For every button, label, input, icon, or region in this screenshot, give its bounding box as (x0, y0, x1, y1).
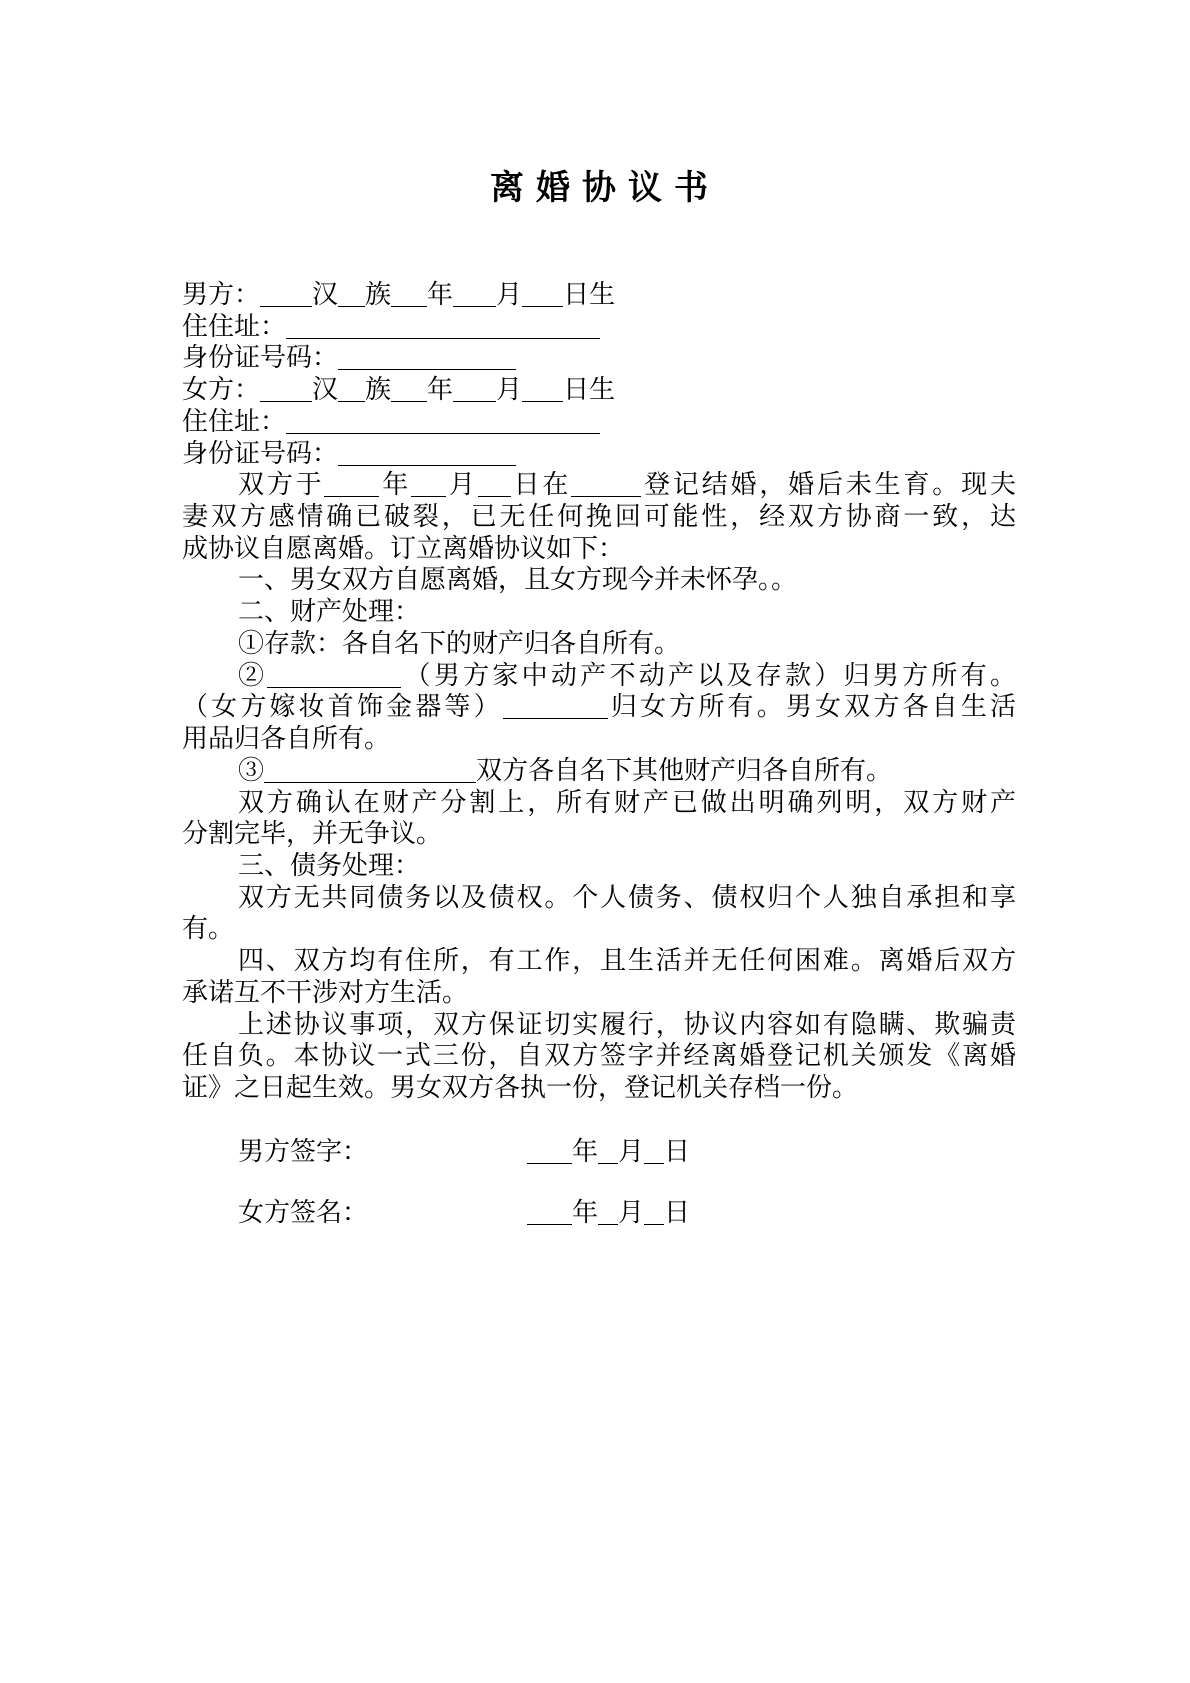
item-3-blank (264, 762, 476, 783)
female-address-line (182, 407, 1016, 439)
female-sign-year-label: 年 (572, 1198, 599, 1228)
male-address-blank (286, 318, 600, 339)
male-sign-year-blank (527, 1143, 572, 1164)
item-2-male-blank (267, 667, 401, 688)
female-signature-label: 女方签名： (238, 1198, 369, 1228)
male-birth-suffix: 日生 (563, 280, 616, 310)
clause-4-line-2: 承诺互不干涉对方生活。 (182, 977, 469, 1008)
female-sign-year-blank (527, 1204, 572, 1225)
male-month-label: 月 (496, 280, 523, 310)
male-signature-date (527, 1136, 690, 1168)
female-sign-month-blank (598, 1204, 618, 1225)
female-birth-suffix: 日生 (563, 375, 616, 406)
male-sign-year-label: 年 (572, 1137, 599, 1167)
male-ethnicity: 汉 (312, 280, 339, 310)
clause-2-item-2-line-1 (182, 661, 1016, 693)
marriage-year-blank (324, 476, 379, 497)
marriage-suffix: 登记结婚，婚后未生育。现夫 (641, 470, 1016, 501)
clause-3-line-2: 有。 (182, 914, 235, 945)
male-birth-year-blank (391, 286, 427, 307)
document-title: 离婚协议书 (490, 168, 720, 208)
male-birth-day-blank (522, 286, 563, 307)
female-sign-day-blank (644, 1204, 664, 1225)
marriage-year-label: 年 (379, 470, 412, 501)
item-2-female-suffix: 归女方所有。男女双方各自生活 (607, 692, 1016, 723)
marriage-place-blank (571, 476, 641, 497)
marriage-prefix: 双方于 (238, 470, 325, 501)
clause-2-confirm-line-2: 分割完毕，并无争议。 (182, 819, 443, 850)
marriage-day-label: 日在 (510, 470, 572, 501)
clause-4-line-1: 四、双方均有住所，有工作，且生活并无任何困难。离婚后双方 (238, 946, 1016, 977)
female-year-label: 年 (427, 375, 454, 406)
male-id-blank (338, 349, 516, 370)
female-info-line (182, 375, 1016, 407)
male-id-label: 身份证号码： (182, 343, 339, 374)
male-ethnicity-suffix: 族 (365, 280, 392, 310)
male-info-line (182, 280, 1016, 312)
female-address-blank (286, 413, 600, 434)
male-sign-day-blank (644, 1143, 664, 1164)
male-id-line (182, 343, 1016, 375)
female-id-line (182, 439, 1016, 471)
marriage-line-2: 妻双方感情确已破裂，已无任何挽回可能性，经双方协商一致，达 (182, 502, 1016, 533)
male-sign-month-blank (598, 1143, 618, 1164)
clause-3-heading: 三、债务处理： (238, 850, 421, 881)
female-sign-month-label: 月 (618, 1198, 645, 1228)
male-sign-day-label: 日 (664, 1137, 691, 1167)
item-2-female-blank (503, 698, 608, 719)
male-signature-label: 男方签字： (238, 1137, 369, 1167)
item-2-male-text: （男方家中动产不动产以及存款）归男方所有。 (401, 660, 1016, 691)
marriage-month-label: 月 (446, 470, 478, 501)
clause-2-item-3 (182, 756, 1016, 788)
clause-2-item-2-line-3: 用品归各自所有。 (182, 724, 391, 755)
closing-line-3: 证》之日起生效。男女双方各执一份，登记机关存档一份。 (182, 1072, 859, 1103)
female-birth-day-blank (522, 381, 563, 402)
clause-2-item-1: ①存款：各自名下的财产归各自所有。 (238, 628, 681, 659)
marriage-day-blank (478, 476, 511, 497)
female-address-label: 住住址： (182, 406, 287, 437)
item-2-female-prefix: （女方嫁妆首饰金器等） (182, 692, 503, 723)
marriage-line-3: 成协议自愿离婚。订立离婚协议如下： (182, 533, 625, 564)
male-ethnicity-blank (338, 286, 365, 307)
male-birth-month-blank (453, 286, 496, 307)
female-sign-day-label: 日 (664, 1198, 691, 1228)
male-address-line (182, 312, 1016, 344)
item-3-text: 双方各自名下其他财产归各自所有。 (476, 755, 893, 786)
item-2-marker: ② (238, 660, 268, 691)
female-birth-year-blank (391, 381, 427, 402)
female-month-label: 月 (496, 375, 523, 406)
female-ethnicity-blank (338, 381, 365, 402)
female-label: 女方： (182, 375, 261, 406)
male-year-label: 年 (427, 280, 454, 310)
female-id-blank (338, 445, 516, 466)
clause-1: 一、男女双方自愿离婚，且女方现今并未怀孕。。 (238, 565, 798, 596)
female-ethnicity-suffix: 族 (365, 375, 392, 406)
male-address-label: 住住址： (182, 311, 287, 342)
marriage-month-blank (411, 476, 446, 497)
female-name-blank (260, 381, 312, 402)
male-label: 男方： (182, 280, 261, 310)
clause-2-heading: 二、财产处理： (238, 597, 421, 628)
item-3-marker: ③ (238, 755, 265, 786)
male-name-blank (260, 286, 312, 307)
clause-2-confirm-line-1: 双方确认在财产分割上，所有财产已做出明确列明，双方财产 (238, 787, 1016, 818)
clause-3-line-1: 双方无共同债务以及债权。个人债务、债权归个人独自承担和享 (238, 882, 1016, 913)
agreement-body (182, 280, 1016, 1105)
closing-line-2: 任自负。本协议一式三份，自双方签字并经离婚登记机关颁发《离婚 (182, 1041, 1016, 1072)
clause-2-item-2-line-2 (182, 692, 1016, 724)
female-birth-month-blank (453, 381, 496, 402)
male-sign-month-label: 月 (618, 1137, 645, 1167)
female-id-label: 身份证号码： (182, 438, 339, 469)
female-ethnicity: 汉 (312, 375, 339, 406)
closing-line-1: 上述协议事项，双方保证切实履行，协议内容如有隐瞒、欺骗责 (238, 1009, 1016, 1040)
marriage-line-1 (182, 470, 1016, 502)
female-signature-date (527, 1197, 690, 1229)
